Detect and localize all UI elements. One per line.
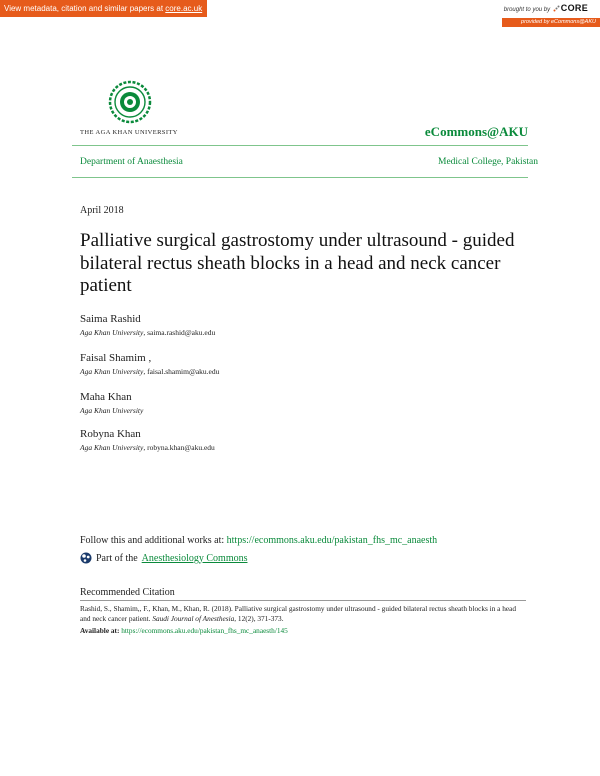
provided-by-badge[interactable]: provided by eCommons@AKU (502, 18, 600, 27)
network-icon (80, 552, 92, 564)
author-entry (80, 352, 219, 376)
journal-name: Saudi Journal of Anesthesia (152, 614, 235, 623)
available-at-line (80, 626, 288, 635)
part-of-line (80, 552, 248, 564)
core-link-domain[interactable]: core.ac.uk (165, 4, 203, 13)
author-affiliation-line (80, 406, 143, 415)
author-entry (80, 391, 143, 415)
author-affiliation: Aga Khan University (80, 367, 144, 376)
recommended-citation-heading: Recommended Citation (80, 587, 175, 598)
repository-name[interactable]: eCommons@AKU (424, 124, 528, 139)
follow-line (80, 535, 437, 546)
core-metadata-link[interactable] (0, 0, 207, 17)
author-affiliation-line (80, 328, 215, 337)
author-email: , saima.rashid@aku.edu (143, 328, 216, 337)
header-divider (72, 145, 528, 146)
author-entry (80, 313, 215, 337)
author-affiliation: Aga Khan University (80, 328, 144, 337)
core-name: CORE (560, 3, 588, 13)
core-top-bar (0, 0, 600, 25)
author-affiliation: Aga Khan University (80, 443, 144, 452)
paper-title: Palliative surgical gastrostomy under ultrasound - guided bilateral rectus sheath blocks in a head and neck cancer patient (80, 230, 515, 296)
author-entry (80, 428, 215, 452)
citation-text (80, 604, 526, 624)
author-affiliation-line (80, 367, 219, 376)
citation-main: Rashid, S., Shamim,, F., Khan, M., Khan, R. (2018). Palliative surgical gastrostomy under ultrasound - guided bilateral rectus sheath blocks in a head and neck cancer patient. (80, 604, 517, 623)
citation-tail: , 12(2), 371-373. (234, 614, 284, 623)
follow-prefix: Follow this and additional works at: (80, 535, 227, 546)
college-link[interactable]: Medical College, Pakistan (438, 157, 538, 167)
collection-url-link[interactable]: https://ecommons.aku.edu/pakistan_fhs_mc_anaesth (226, 535, 438, 546)
available-url-link[interactable]: https://ecommons.aku.edu/pakistan_fhs_mc_anaesth/145 (121, 626, 288, 635)
anesthesiology-commons-link[interactable]: Anesthesiology Commons (141, 552, 248, 564)
available-label: Available at: (80, 626, 122, 635)
author-affiliation: Aga Khan University (80, 406, 144, 415)
author-email: , robyna.khan@aku.edu (143, 443, 215, 452)
author-name: Maha Khan (80, 391, 132, 403)
department-link[interactable]: Department of Anaesthesia (80, 157, 183, 167)
author-name: Robyna Khan (80, 428, 141, 440)
author-affiliation-line (80, 443, 215, 452)
core-brand (504, 3, 588, 13)
author-email: , faisal.shamim@aku.edu (143, 367, 220, 376)
brought-by-text: brought to you by (503, 7, 551, 13)
author-name: Saima Rashid (80, 313, 141, 325)
core-logo-icon (553, 5, 560, 12)
header-divider-bottom (72, 177, 528, 178)
author-name: Faisal Shamim , (80, 352, 152, 364)
part-of-prefix: Part of the (96, 552, 138, 564)
citation-divider (80, 600, 526, 601)
core-link-prefix: View metadata, citation and similar papers at (4, 4, 166, 13)
institution-name: THE AGA KHAN UNIVERSITY (80, 129, 178, 136)
publication-date: April 2018 (80, 205, 124, 216)
aku-logo-icon (108, 80, 152, 124)
